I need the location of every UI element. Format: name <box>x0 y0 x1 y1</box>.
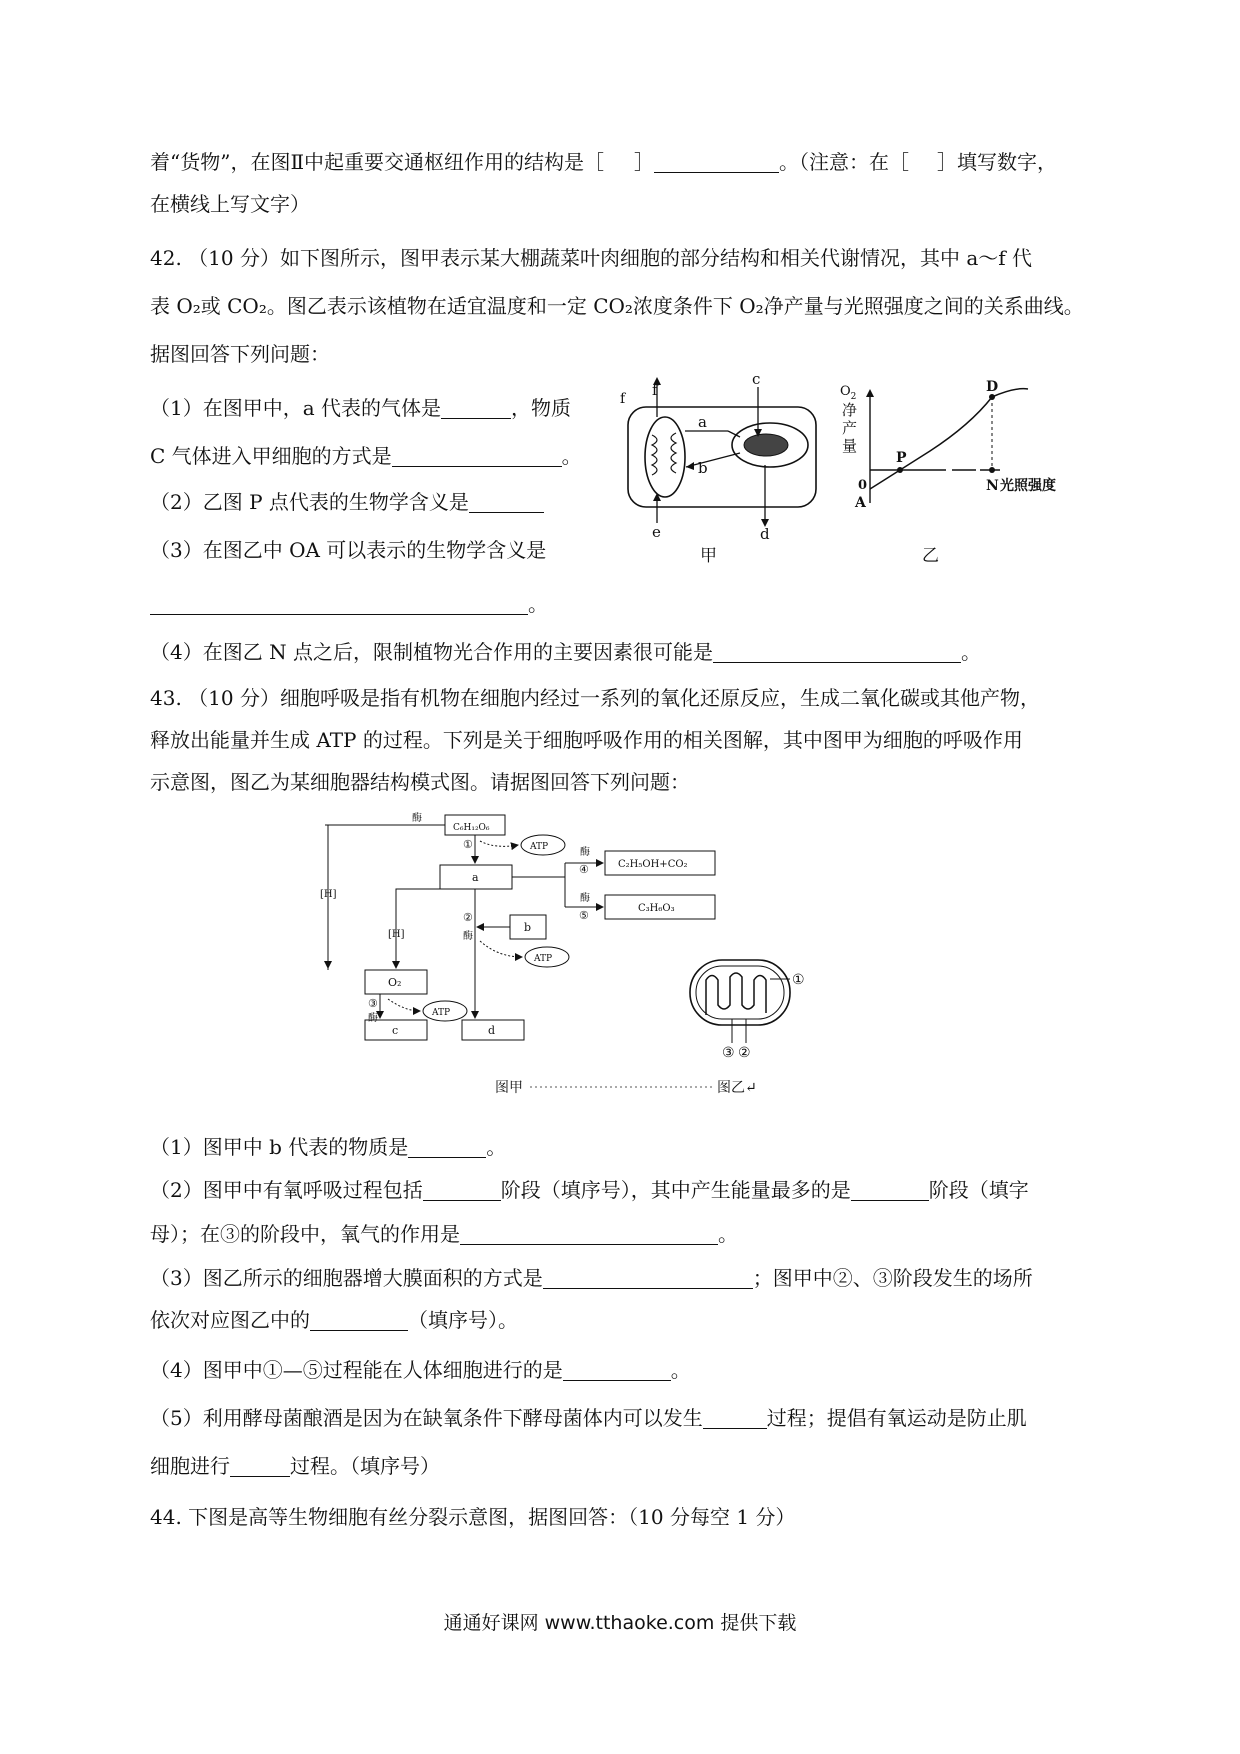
q42-sub3-answer <box>150 590 548 618</box>
answer-blank[interactable] <box>469 492 544 513</box>
text: ］ <box>634 150 655 174</box>
question-42-line3: 据图回答下列问题： <box>150 342 330 366</box>
glucose-label: C₆H₁₂O₆ <box>453 823 490 833</box>
q42-sub1-cont <box>150 442 582 470</box>
q43-sub2-cont <box>150 1220 738 1248</box>
label-b: b <box>698 459 708 477</box>
text: （5）利用酵母菌酿酒是因为在缺氧条件下酵母菌体内可以发生 <box>150 1406 703 1430</box>
q42-sub2 <box>150 488 544 516</box>
mitochondrion-shape <box>645 417 685 497</box>
q43-sub2 <box>150 1176 1029 1204</box>
text: C 气体进入甲细胞的方式是 <box>150 444 392 468</box>
label-P: P <box>896 450 907 466</box>
y-axis-label: $O_2$ <box>840 384 857 402</box>
cristae-shape <box>671 433 676 473</box>
h-label-1: [H] <box>320 889 337 900</box>
label-c: c <box>752 370 761 388</box>
answer-blank[interactable] <box>713 642 961 663</box>
caption-yi: 图乙↵ <box>717 1080 757 1096</box>
label-f: f <box>620 391 626 407</box>
label-O: 0 <box>858 478 868 493</box>
q43-sub3-cont <box>150 1306 518 1334</box>
text: （1）在图甲中，a 代表的气体是 <box>150 396 442 420</box>
y-axis-label-1: 净 <box>842 401 858 419</box>
answer-blank[interactable] <box>150 594 528 615</box>
question-42-line2: 表 O₂或 CO₂。图乙表示该植物在适宜温度和一定 CO₂浓度条件下 O₂净产量与光照强度之间的关系曲线。 <box>150 294 1084 318</box>
answer-blank[interactable] <box>703 1408 767 1429</box>
figure-42 <box>600 370 1070 570</box>
atp-label-2: ATP <box>534 954 553 964</box>
label-a: a <box>472 871 479 884</box>
text: 着“货物”，在图Ⅱ中起重要交通枢纽作用的结构是［ <box>150 150 605 174</box>
figure-43 <box>320 813 910 1105</box>
h-label-2: [H] <box>388 929 405 940</box>
step-2: ② <box>463 911 473 924</box>
point-p <box>897 467 903 473</box>
answer-blank[interactable] <box>310 1310 408 1331</box>
label-a: a <box>698 413 707 431</box>
question-43-line1: 43. （10 分）细胞呼吸是指有机物在细胞内经过一系列的氧化还原反应，生成二氧化碳或其他产物， <box>150 686 1040 710</box>
q43-sub1 <box>150 1133 506 1161</box>
arrow-b <box>686 453 740 467</box>
text: （3）图乙所示的细胞器增大膜面积的方式是 <box>150 1266 543 1290</box>
text: ，物质 <box>511 396 572 420</box>
atp-label-3: ATP <box>432 1008 451 1018</box>
label-c: c <box>392 1024 399 1037</box>
text: （2）图甲中有氧呼吸过程包括 <box>150 1178 423 1202</box>
text: ］填写数字， <box>937 150 1058 174</box>
y-axis-label-2: 产 <box>842 419 858 437</box>
enzyme-label-1: 酶 <box>412 813 422 824</box>
text: 阶段（填序号），其中产生能量最多的是 <box>500 1178 851 1202</box>
grana-shape <box>744 434 788 456</box>
o2-curve <box>870 389 1028 489</box>
text: 细胞进行 <box>150 1454 230 1478</box>
text: ；图甲中②、③阶段发生的场所 <box>752 1266 1033 1290</box>
answer-blank[interactable] <box>563 1360 671 1381</box>
step-4: ④ <box>579 863 589 876</box>
y-axis-label-3: 量 <box>842 437 858 455</box>
step-5: ⑤ <box>579 909 589 922</box>
mito-label-1: ① <box>792 972 805 988</box>
text: 。 <box>718 1222 738 1246</box>
label-N: N <box>986 478 999 494</box>
text: 过程。（填序号） <box>290 1454 440 1478</box>
label-b: b <box>524 921 532 934</box>
question-43-line3: 示意图，图乙为某细胞器结构模式图。请据图回答下列问题： <box>150 770 690 794</box>
arrow-atp-1 <box>480 841 518 846</box>
answer-blank[interactable] <box>654 152 779 173</box>
label-o2: O₂ <box>388 976 402 989</box>
question-44: 44. 下图是高等生物细胞有丝分裂示意图，据图回答：（10 分每空 1 分） <box>150 1505 796 1529</box>
q42-sub1 <box>150 394 571 422</box>
q43-sub5 <box>150 1404 1027 1432</box>
text: 。（注意：在［ <box>779 150 910 174</box>
arrow-atp-2 <box>480 941 522 957</box>
atp-label-1: ATP <box>530 842 549 852</box>
answer-blank[interactable] <box>230 1456 290 1477</box>
text: （4）在图乙 N 点之后，限制植物光合作用的主要因素很可能是 <box>150 640 713 664</box>
point-n <box>989 467 995 473</box>
q43-sub5-cont <box>150 1452 440 1480</box>
label-D: D <box>986 379 999 395</box>
question-42-line1: 42. （10 分）如下图所示，图甲表示某大棚蔬菜叶肉细胞的部分结构和相关代谢情况，其中 a～f 代 <box>150 246 1033 270</box>
answer-blank[interactable] <box>392 446 562 467</box>
text: 。 <box>670 1358 691 1382</box>
answer-blank[interactable] <box>408 1137 486 1158</box>
text: 。 <box>960 640 981 664</box>
caption-jia: 图甲 <box>495 1080 523 1096</box>
q43-sub3 <box>150 1264 1033 1292</box>
caption-jia: 甲 <box>700 546 717 566</box>
arrow-atp-3 <box>388 999 420 1011</box>
mito-label-2: ② <box>738 1045 751 1061</box>
answer-blank[interactable] <box>543 1268 753 1289</box>
label-e: e <box>652 523 661 541</box>
question-43-line2: 释放出能量并生成 ATP 的过程。下列是关于细胞呼吸作用的相关图解，其中图甲为细胞的呼吸作用 <box>150 728 1023 752</box>
mitochondrion-diagram <box>690 960 805 1061</box>
caption-yi: 乙 <box>922 546 939 566</box>
text-line: 在横线上写文字） <box>150 192 310 216</box>
label-A: A <box>855 495 866 511</box>
answer-blank[interactable] <box>423 1180 501 1201</box>
text: （1）图甲中 b 代表的物质是 <box>150 1135 409 1159</box>
text: 。 <box>561 444 582 468</box>
enzyme-label-5: 酶 <box>580 893 590 904</box>
q43-sub4 <box>150 1356 691 1384</box>
graph-yi <box>840 379 1056 566</box>
label-f: f <box>652 381 658 399</box>
cristae-shape <box>652 435 657 475</box>
answer-blank[interactable] <box>441 398 511 419</box>
mito-label-3: ③ <box>722 1045 735 1061</box>
label-ethanol: C₂H₅OH+CO₂ <box>618 859 688 870</box>
text: 阶段（填字 <box>928 1178 1029 1202</box>
enzyme-label-2: 酶 <box>463 931 473 942</box>
x-axis-label: 光照强度 <box>1000 478 1056 494</box>
text: 母）；在③的阶段中，氧气的作用是 <box>150 1222 460 1246</box>
text: （填序号）。 <box>408 1308 518 1332</box>
text: （2）乙图 P 点代表的生物学含义是 <box>150 490 469 514</box>
q42-sub4 <box>150 638 981 666</box>
enzyme-label-4: 酶 <box>580 847 590 858</box>
enzyme-label-3: 酶 <box>368 1013 378 1024</box>
answer-blank[interactable] <box>851 1180 929 1201</box>
step-3: ③ <box>368 997 378 1010</box>
q42-sub3: （3）在图乙中 OA 可以表示的生物学含义是 <box>150 538 547 562</box>
text: 依次对应图乙中的 <box>150 1308 310 1332</box>
answer-blank[interactable] <box>460 1224 718 1245</box>
text: 过程；提倡有氧运动是防止肌 <box>766 1406 1027 1430</box>
page-footer: 通通好课网 www.tthaoke.com 提供下载 <box>443 1612 797 1634</box>
step-1: ① <box>463 838 473 851</box>
text: （4）图甲中①—⑤过程能在人体细胞进行的是 <box>150 1358 563 1382</box>
text: 。 <box>486 1135 507 1159</box>
text: 。 <box>528 592 548 616</box>
text-line <box>150 148 1057 176</box>
label-lactic: C₃H₆O₃ <box>638 903 675 914</box>
label-d: d <box>760 525 770 543</box>
label-d: d <box>488 1024 496 1037</box>
